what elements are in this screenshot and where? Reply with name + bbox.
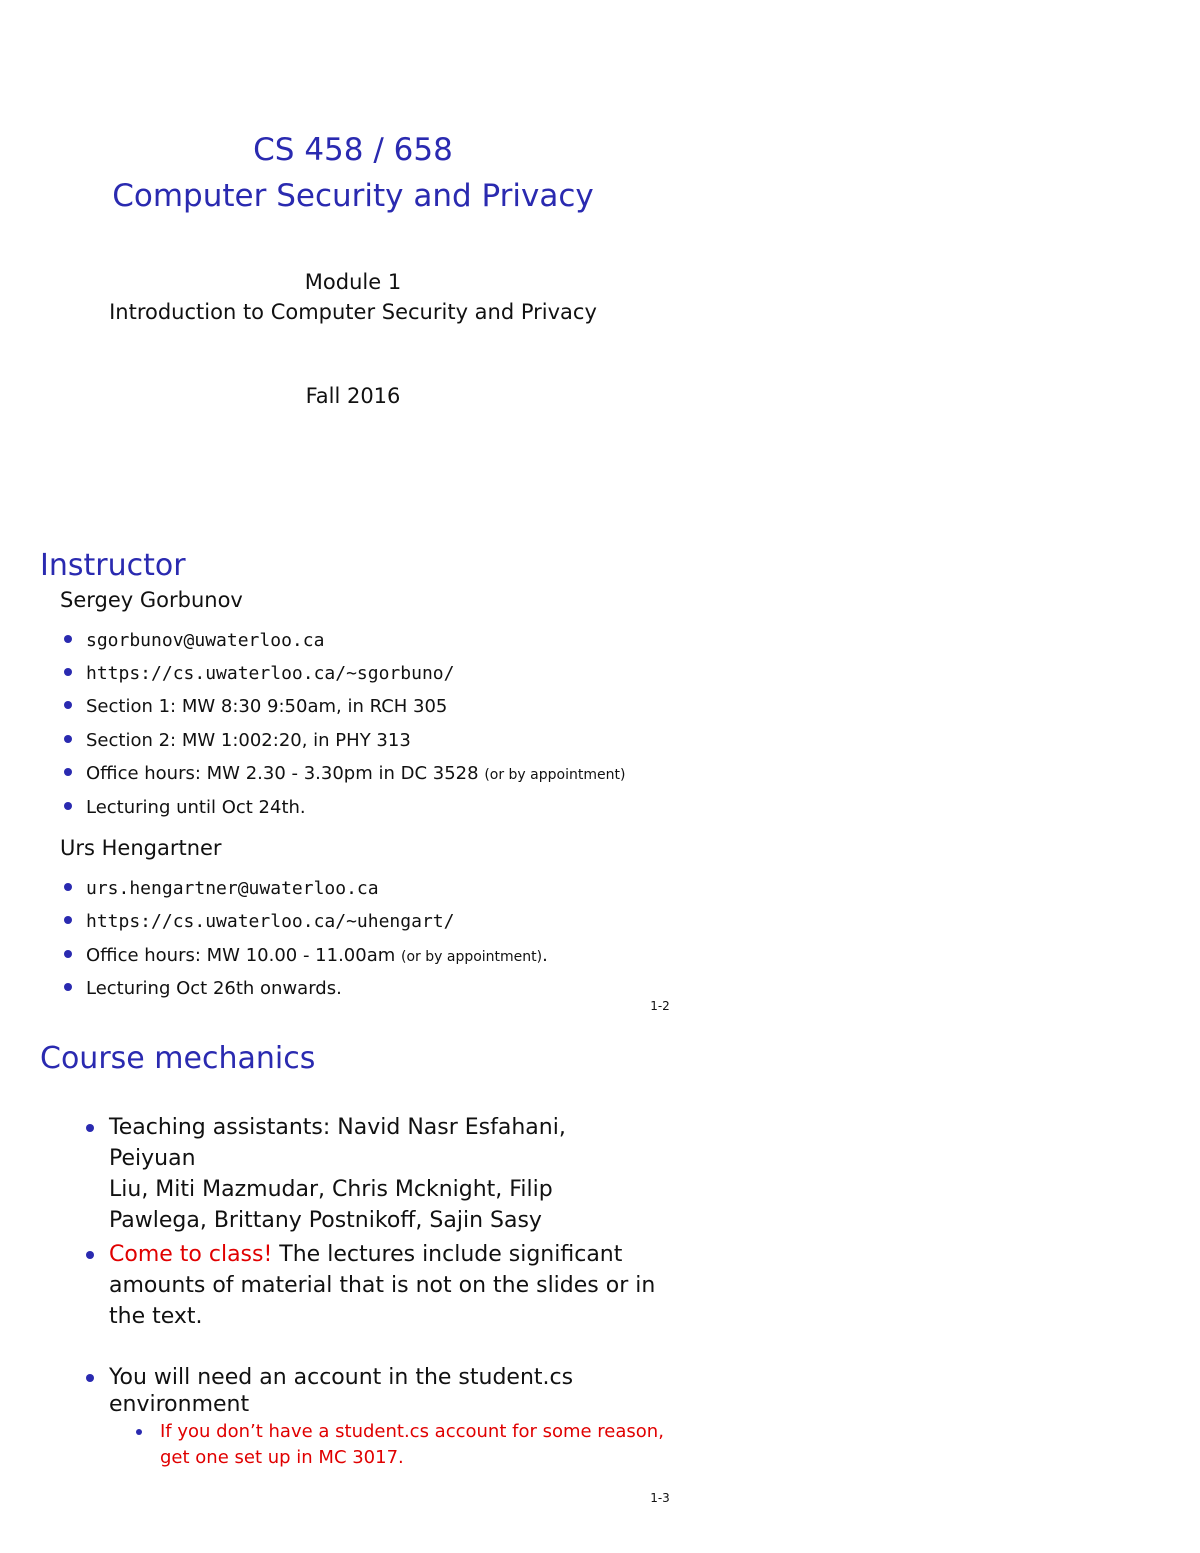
ta-line-3: Pawlega, Brittany Postnikoff, Sajin Sasy [109, 1208, 542, 1233]
instructor-1-section2-item [64, 729, 411, 753]
page-number-1-3: 1-3 [650, 1491, 670, 1505]
lectures-line-3: the text. [109, 1304, 203, 1329]
bullet-icon [64, 883, 72, 891]
bullet-icon [64, 735, 72, 743]
come-to-class-alert: Come to class! [109, 1242, 273, 1267]
instructor-2-office-hours-note: (or by appointment) [401, 949, 543, 965]
instructor-slide-title: Instructor [40, 548, 186, 583]
instructor-2-url[interactable]: https://cs.uwaterloo.ca/~uhengart/ [86, 911, 455, 932]
account-sub-line-2: get one set up in MC 3017. [160, 1447, 404, 1468]
account-sub-line-1: If you don’t have a student.cs account for some reason, [160, 1421, 664, 1442]
bullet-icon [136, 1429, 142, 1435]
lectures-line-2: amounts of material that is not on the slides or in [109, 1273, 656, 1298]
instructor-2-office-hours-end: . [542, 945, 548, 966]
instructor-2-email[interactable]: urs.hengartner@uwaterloo.ca [86, 878, 379, 899]
account-sub-item [136, 1419, 676, 1471]
instructor-1-section1: Section 1: MW 8:30 9:50am, in RCH 305 [86, 696, 448, 717]
bullet-icon [64, 668, 72, 676]
instructor-1-office-hours-note: (or by appointment) [484, 767, 626, 783]
term: Fall 2016 [305, 384, 401, 408]
ta-line-2: Liu, Miti Mazmudar, Chris Mcknight, Filip [109, 1177, 553, 1202]
module-title: Introduction to Computer Security and Privacy [109, 300, 597, 324]
page-number-1-2: 1-2 [650, 999, 670, 1013]
bullet-icon [64, 701, 72, 709]
bullet-icon [64, 983, 72, 991]
account-line-2: environment [109, 1392, 250, 1417]
bullet-icon [64, 635, 72, 643]
bullet-icon [86, 1251, 94, 1259]
instructor-name-2: Urs Hengartner [60, 836, 222, 860]
instructor-2-email-item [64, 877, 379, 901]
instructor-2-office-hours-item [64, 944, 548, 969]
mechanics-slide-title: Course mechanics [40, 1041, 316, 1076]
bullet-icon [86, 1374, 94, 1382]
lectures-line-1: The lectures include significant [272, 1242, 623, 1267]
instructor-1-section1-item [64, 695, 447, 719]
course-code: CS 458 / 658 [253, 132, 453, 168]
course-name: Computer Security and Privacy [112, 178, 594, 214]
bullet-icon [86, 1124, 94, 1132]
instructor-1-office-hours-item [64, 762, 625, 787]
account-item [86, 1362, 656, 1417]
module-number: Module 1 [304, 270, 402, 294]
instructor-1-section2: Section 2: MW 1:002:20, in PHY 313 [86, 730, 411, 751]
instructor-1-office-hours: Office hours: MW 2.30 - 3.30pm in DC 3528 [86, 763, 479, 784]
ta-line-1: Teaching assistants: Navid Nasr Esfahani, Peiyuan [109, 1115, 566, 1171]
bullet-icon [64, 768, 72, 776]
instructor-name-1: Sergey Gorbunov [60, 588, 243, 612]
bullet-icon [64, 916, 72, 924]
instructor-2-office-hours: Office hours: MW 10.00 - 11.00am [86, 945, 396, 966]
instructor-1-url[interactable]: https://cs.uwaterloo.ca/~sgorbuno/ [86, 663, 455, 684]
instructor-1-lecturing: Lecturing until Oct 24th. [86, 797, 306, 818]
account-line-1: You will need an account in the student.cs [109, 1365, 574, 1390]
instructor-2-lecturing-item [64, 977, 342, 1001]
instructor-2-url-item [64, 910, 454, 934]
come-to-class-item [86, 1239, 656, 1332]
instructor-2-lecturing: Lecturing Oct 26th onwards. [86, 978, 342, 999]
instructor-1-lecturing-item [64, 796, 306, 820]
instructor-1-url-item [64, 662, 454, 686]
bullet-icon [64, 802, 72, 810]
instructor-1-email[interactable]: sgorbunov@uwaterloo.ca [86, 630, 325, 651]
bullet-icon [64, 950, 72, 958]
instructor-1-email-item [64, 629, 324, 653]
ta-item [86, 1112, 656, 1236]
